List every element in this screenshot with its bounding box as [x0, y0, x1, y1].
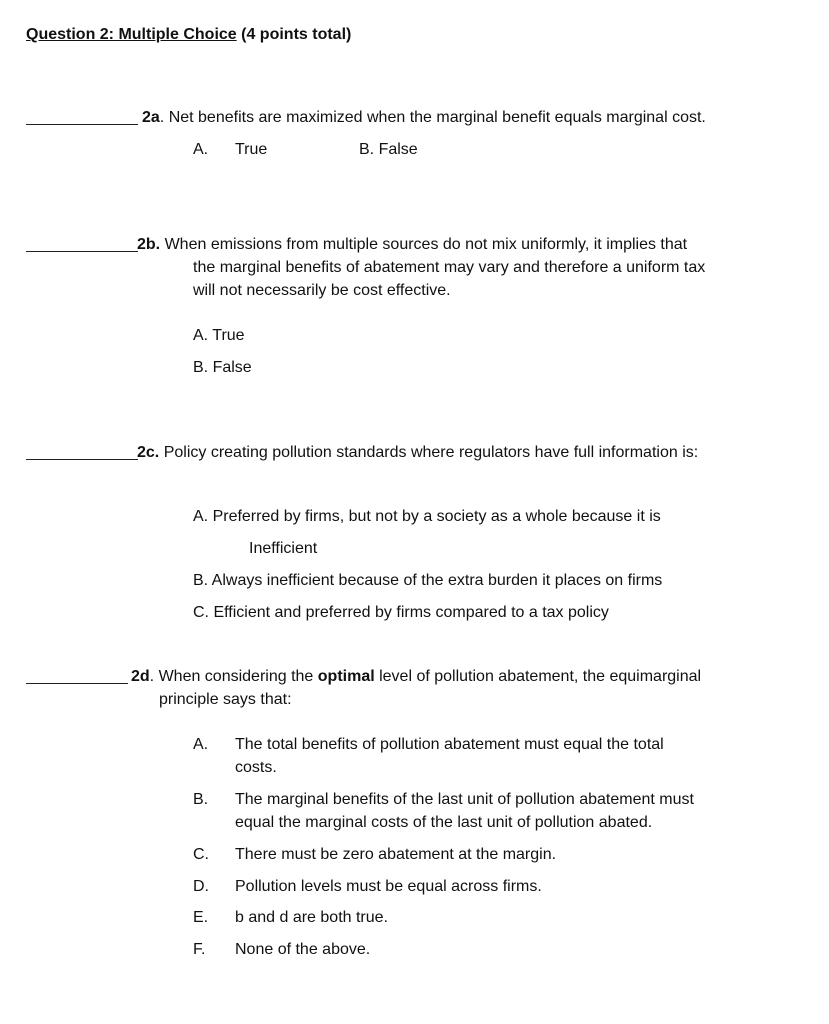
- option-2d-f-text: None of the above.: [235, 941, 371, 958]
- question-2b-text: When emissions from multiple sources do not mix uniformly, it implies that: [160, 236, 688, 253]
- question-2c: [137, 441, 698, 464]
- answer-blank-2b[interactable]: [26, 251, 138, 252]
- answer-blank-2d[interactable]: [26, 683, 128, 684]
- option-2d-d-letter: D.: [193, 878, 209, 895]
- heading-points: (4 points total): [236, 26, 352, 43]
- question-2d-text-post: level of pollution abatement, the equimarginal: [374, 668, 702, 685]
- option-2a-a-text: True: [235, 141, 268, 158]
- option-2d-a-letter: A.: [193, 736, 209, 753]
- question-2d-number: 2d: [131, 668, 150, 685]
- option-2d-b-letter: B.: [193, 791, 209, 808]
- question-2b-number: 2b.: [137, 236, 161, 253]
- option-2b-a: A. True: [193, 327, 245, 344]
- answer-blank-2a[interactable]: [26, 124, 138, 125]
- option-2d-a-line2: costs.: [235, 759, 277, 776]
- question-2d-line2: principle says that:: [159, 691, 292, 708]
- option-2c-a-line2: Inefficient: [249, 540, 318, 557]
- option-2a-a-letter: A.: [193, 141, 209, 158]
- question-heading: [26, 25, 351, 45]
- option-2d-b-line2: equal the marginal costs of the last unit of pollution abated.: [235, 814, 653, 831]
- question-2c-number: 2c.: [137, 444, 160, 461]
- question-2a: [142, 106, 706, 129]
- question-2d-line1: [131, 665, 701, 688]
- option-2d-c-text: There must be zero abatement at the margin.: [235, 846, 557, 863]
- option-2b-b: B. False: [193, 359, 252, 376]
- question-2c-text: Policy creating pollution standards where regulators have full information is:: [159, 444, 699, 461]
- question-2a-number: 2a: [142, 109, 160, 126]
- option-2d-e-text: b and d are both true.: [235, 909, 388, 926]
- option-2d-a-line1: The total benefits of pollution abatement must equal the total: [235, 736, 664, 753]
- option-2d-f-letter: F.: [193, 941, 206, 958]
- question-2b-line2: the marginal benefits of abatement may vary and therefore a uniform tax: [193, 259, 706, 276]
- option-2d-e-letter: E.: [193, 909, 209, 926]
- option-2a-b-text: B. False: [359, 141, 418, 158]
- option-2c-c: C. Efficient and preferred by firms compared to a tax policy: [193, 604, 609, 621]
- question-2d-text-pre: . When considering the: [149, 668, 318, 685]
- question-2b-line3: will not necessarily be cost effective.: [193, 282, 451, 299]
- heading-underlined: Question 2: Multiple Choice: [26, 26, 237, 43]
- option-2d-d-text: Pollution levels must be equal across firms.: [235, 878, 542, 895]
- question-2d-text-bold: optimal: [317, 668, 375, 685]
- option-2c-a-line1: A. Preferred by firms, but not by a society as a whole because it is: [193, 508, 661, 525]
- answer-blank-2c[interactable]: [26, 459, 138, 460]
- option-2d-c-letter: C.: [193, 846, 209, 863]
- question-2a-text: . Net benefits are maximized when the marginal benefit equals marginal cost.: [159, 109, 706, 126]
- option-2c-b: B. Always inefficient because of the extra burden it places on firms: [193, 572, 663, 589]
- question-2b-line1: [137, 233, 687, 256]
- option-2d-b-line1: The marginal benefits of the last unit of pollution abatement must: [235, 791, 694, 808]
